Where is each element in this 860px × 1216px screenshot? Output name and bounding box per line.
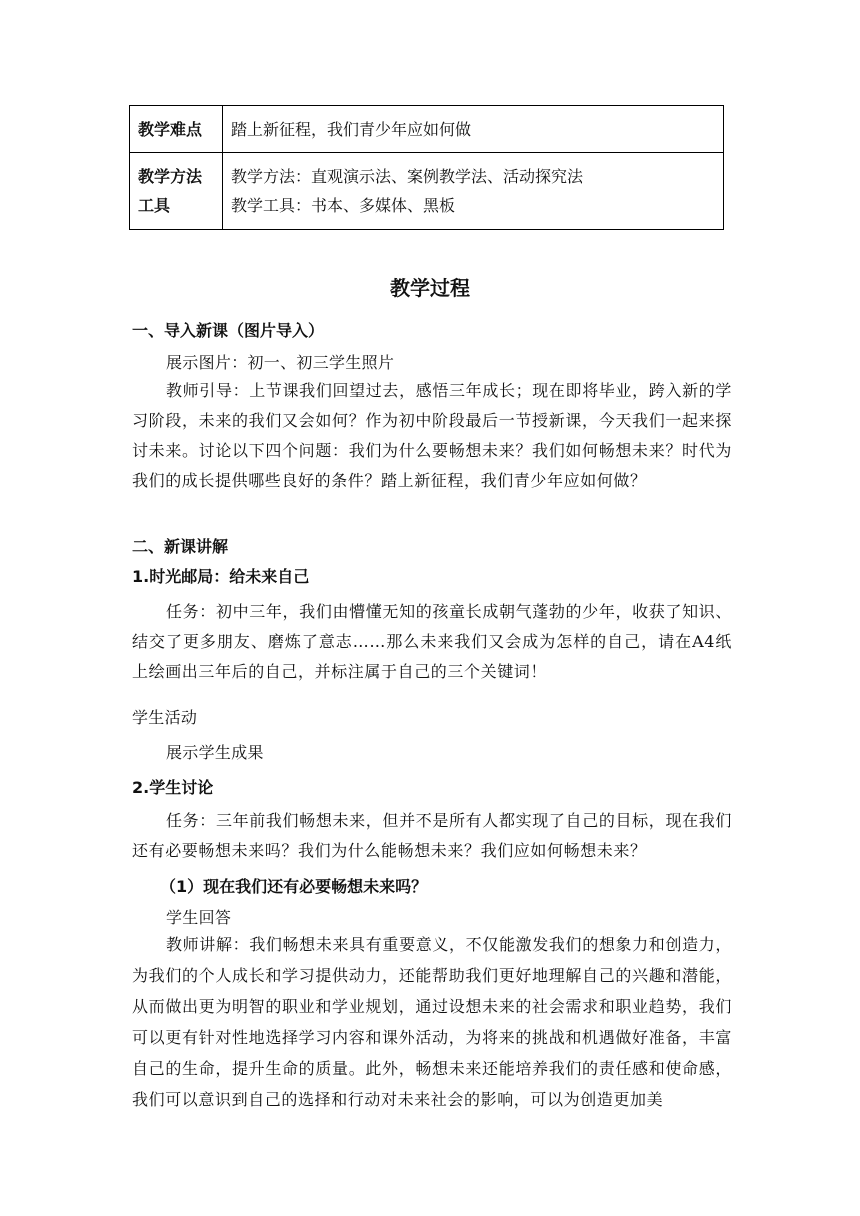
section2-2-task: 任务：三年前我们畅想未来，但并不是所有人都实现了自己的目标，现在我们还有必要畅想未来吗？我们为什么能畅想未来？我们应如何畅想未来？ [132,811,732,860]
section2-heading: 二、新课讲解 [132,537,229,556]
section1-paragraph1: 展示图片：初一、初三学生照片 [166,353,395,372]
question-1: （1）现在我们还有必要畅想未来吗？ [160,877,428,896]
section2-2-heading: 2.学生讨论 [132,778,214,797]
method-value [223,153,724,230]
section1-paragraph2: 教师引导：上节课我们回望过去，感悟三年成长；现在即将毕业，跨入新的学习阶段，未来的我们又会如何？作为初中阶段最后一节授新课，今天我们一起来探讨未来。讨论以下四个问题：我们为什么要畅想未来？我们如何畅想未来？时代为我们的成长提供哪些良好的条件？踏上新征程，我们青少年应如何做？ [132,381,732,490]
section1-heading: 一、导入新课（图片导入） [132,321,325,340]
method-value-line2: 教学工具：书本、多媒体、黑板 [231,196,456,215]
difficulty-value: 踏上新征程，我们青少年应如何做 [223,106,724,153]
show-results: 展示学生成果 [166,743,264,762]
table-row [130,106,724,153]
section-title: 教学过程 [390,276,470,300]
difficulty-label: 教学难点 [130,106,223,153]
section2-1-task: 任务：初中三年，我们由懵懂无知的孩童长成朝气蓬勃的少年，收获了知识、结交了更多朋友、磨炼了意志……那么未来我们又会成为怎样的自己，请在A4纸上绘画出三年后的自己，并标注属于自己的三个关键词！ [132,602,732,681]
method-label [130,153,223,230]
method-label-line2: 工具 [138,196,171,215]
teacher-explanation: 教师讲解：我们畅想未来具有重要意义，不仅能激发我们的想象力和创造力，为我们的个人成长和学习提供动力，还能帮助我们更好地理解自己的兴趣和潜能，从而做出更为明智的职业和学业规划，通过设想未来的社会需求和职业趋势，我们可以更有针对性地选择学习内容和课外活动，为将来的挑战和机遇做好准备，丰富自己的生命，提升生命的质量。此外，畅想未来还能培养我们的责任感和使命感，我们可以意识到自己的选择和行动对未来社会的影响，可以为创造更加美 [132,935,732,1109]
student-answer: 学生回答 [166,908,232,927]
student-activity: 学生活动 [132,708,198,727]
lesson-info-table [129,105,724,230]
method-label-line1: 教学方法 [138,167,203,186]
table-row [130,153,724,230]
section2-1-heading: 1.时光邮局：给未来自己 [132,567,310,586]
method-value-line1: 教学方法：直观演示法、案例教学法、活动探究法 [231,167,584,186]
